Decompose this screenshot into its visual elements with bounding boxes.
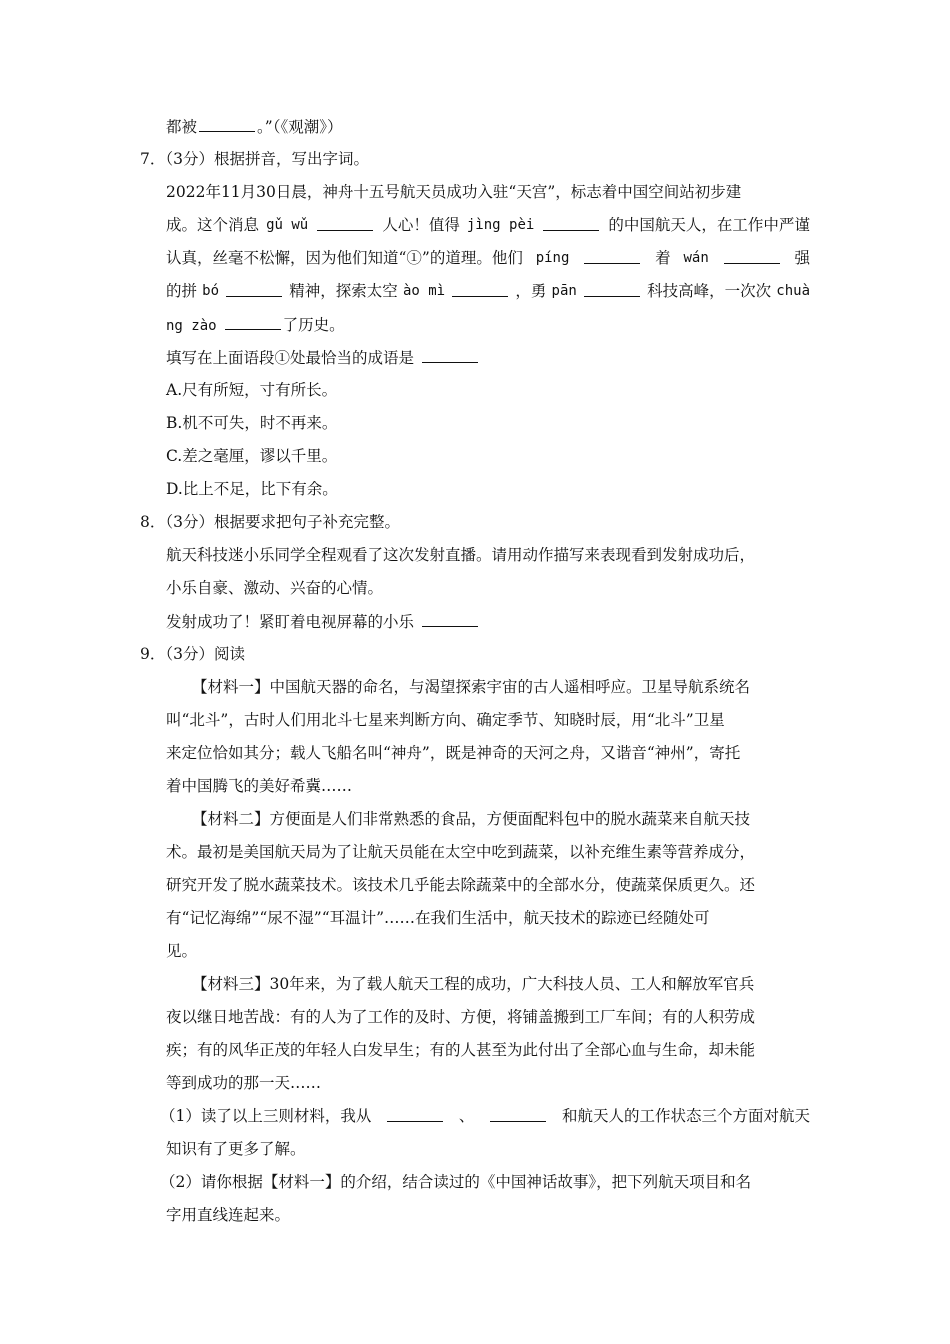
answer-blank[interactable]: [724, 248, 780, 264]
pinyin: ào mì: [402, 283, 446, 299]
q9-sub-2-line-2: 字用直线连起来。: [166, 1206, 291, 1224]
material-2-line-2: 术。最初是美国航天局为了让航天员能在太空中吃到蔬菜，以补充维生素等营养成分，: [166, 843, 756, 861]
material-3-line-2: 夜以继日地苦战：有的人为了工作的及时、方便，将铺盖搬到工厂车间；有的人积劳成: [166, 1008, 756, 1026]
answer-blank[interactable]: [317, 215, 373, 231]
material-1-line-3: 来定位恰如其分；载人飞船名叫“神舟”，既是神奇的天河之舟，又谐音“神州”，寄托: [166, 744, 741, 762]
answer-blank[interactable]: [543, 215, 599, 231]
question-7-heading: 7．（3分）根据拼音，写出字词。: [140, 150, 369, 168]
q7-passage-line-1: 2022年11月30日晨，神舟十五号航天员成功入驻“天宫”，标志着中国空间站初步建: [166, 183, 742, 201]
pinyin: píng: [535, 250, 570, 266]
poem-answer-line: 都被 。”（《观潮》）: [166, 118, 343, 136]
material-2-line-1: 【材料二】方便面是人们非常熟悉的食品，方便面配料包中的脱水蔬菜来自航天技: [192, 810, 751, 828]
pinyin: jìng pèi: [466, 217, 535, 233]
material-3-line-3: 疾；有的风华正茂的年轻人白发早生；有的人甚至为此付出了全部心血与生命，却未能: [166, 1041, 756, 1059]
answer-blank[interactable]: [199, 116, 255, 132]
answer-blank[interactable]: [225, 314, 281, 330]
question-8-heading: 8．（3分）根据要求把句子补充完整。: [140, 513, 400, 531]
answer-blank[interactable]: [452, 281, 508, 297]
option-b: B.机不可失，时不再来。: [166, 414, 338, 432]
answer-blank[interactable]: [226, 281, 282, 297]
q9-sub-1-line-2: 知识有了更多了解。: [166, 1140, 306, 1158]
q8-sentence: 发射成功了！紧盯着电视屏幕的小乐: [166, 611, 480, 632]
answer-blank[interactable]: [490, 1106, 546, 1122]
pinyin: ng zào: [166, 318, 217, 334]
q7-passage-line-4: 的拼 bó 精神，探索太空 ào mì ，勇 pān 科技高峰，一次次 chuà: [166, 282, 810, 300]
q7-passage-line-3: 认真，丝毫不松懈，因为他们知道“①”的道理。他们 píng 着 wán 强: [166, 249, 810, 267]
q9-sub-2-line-1: （2）请你根据【材料一】的介绍，结合读过的《中国神话故事》，把下列航天项目和名: [160, 1173, 752, 1191]
material-1-line-1: 【材料一】中国航天器的命名，与渴望探索宇宙的古人遥相呼应。卫星导航系统名: [192, 678, 751, 696]
material-3-line-4: 等到成功的那一天……: [166, 1074, 322, 1092]
answer-blank[interactable]: [387, 1106, 443, 1122]
material-3-line-1: 【材料三】30年来，为了载人航天工程的成功，广大科技人员、工人和解放军官兵: [192, 975, 755, 993]
pinyin: bó: [202, 283, 220, 299]
pinyin: gǔ wǔ: [266, 217, 309, 233]
pinyin: pān: [551, 283, 577, 299]
q8-prompt-line-2: 小乐自豪、激动、兴奋的心情。: [166, 579, 384, 597]
pinyin: wán: [683, 250, 709, 266]
answer-blank[interactable]: [422, 611, 478, 627]
option-a: A.尺有所短，寸有所长。: [166, 381, 338, 399]
answer-blank[interactable]: [422, 347, 478, 363]
q7-passage-line-2: 成。这个消息 gǔ wǔ 人心！值得 jìng pèi 的中国航天人，在工作中严谨: [166, 216, 810, 234]
question-9-heading: 9．（3分）阅读: [140, 645, 245, 663]
material-1-line-2: 叫“北斗”，古时人们用北斗七星来判断方向、确定季节、知晓时辰，用“北斗”卫星: [166, 711, 725, 729]
material-2-line-5: 见。: [166, 942, 198, 960]
material-1-line-4: 着中国腾飞的美好希冀……: [166, 777, 353, 795]
pinyin: chuà: [776, 283, 810, 299]
q8-prompt-line-1: 航天科技迷小乐同学全程观看了这次发射直播。请用动作描写来表现看到发射成功后，: [166, 546, 756, 564]
material-2-line-4: 有“记忆海绵”“尿不湿”“耳温计”……在我们生活中，航天技术的踪迹已经随处可: [166, 909, 710, 927]
option-d: D.比上不足，比下有余。: [166, 480, 338, 498]
q7-fill-prompt: 填写在上面语段①处最恰当的成语是: [166, 347, 480, 368]
q7-passage-line-5: ng zào 了历史。: [166, 316, 345, 334]
answer-blank[interactable]: [584, 248, 640, 264]
q9-sub-1-line-1: （1）读了以上三则材料，我从 、 和航天人的工作状态三个方面对航天: [160, 1107, 810, 1125]
material-2-line-3: 研究开发了脱水蔬菜技术。该技术几乎能去除蔬菜中的全部水分，使蔬菜保质更久。还: [166, 876, 756, 894]
answer-blank[interactable]: [584, 281, 640, 297]
option-c: C.差之毫厘，谬以千里。: [166, 447, 338, 465]
